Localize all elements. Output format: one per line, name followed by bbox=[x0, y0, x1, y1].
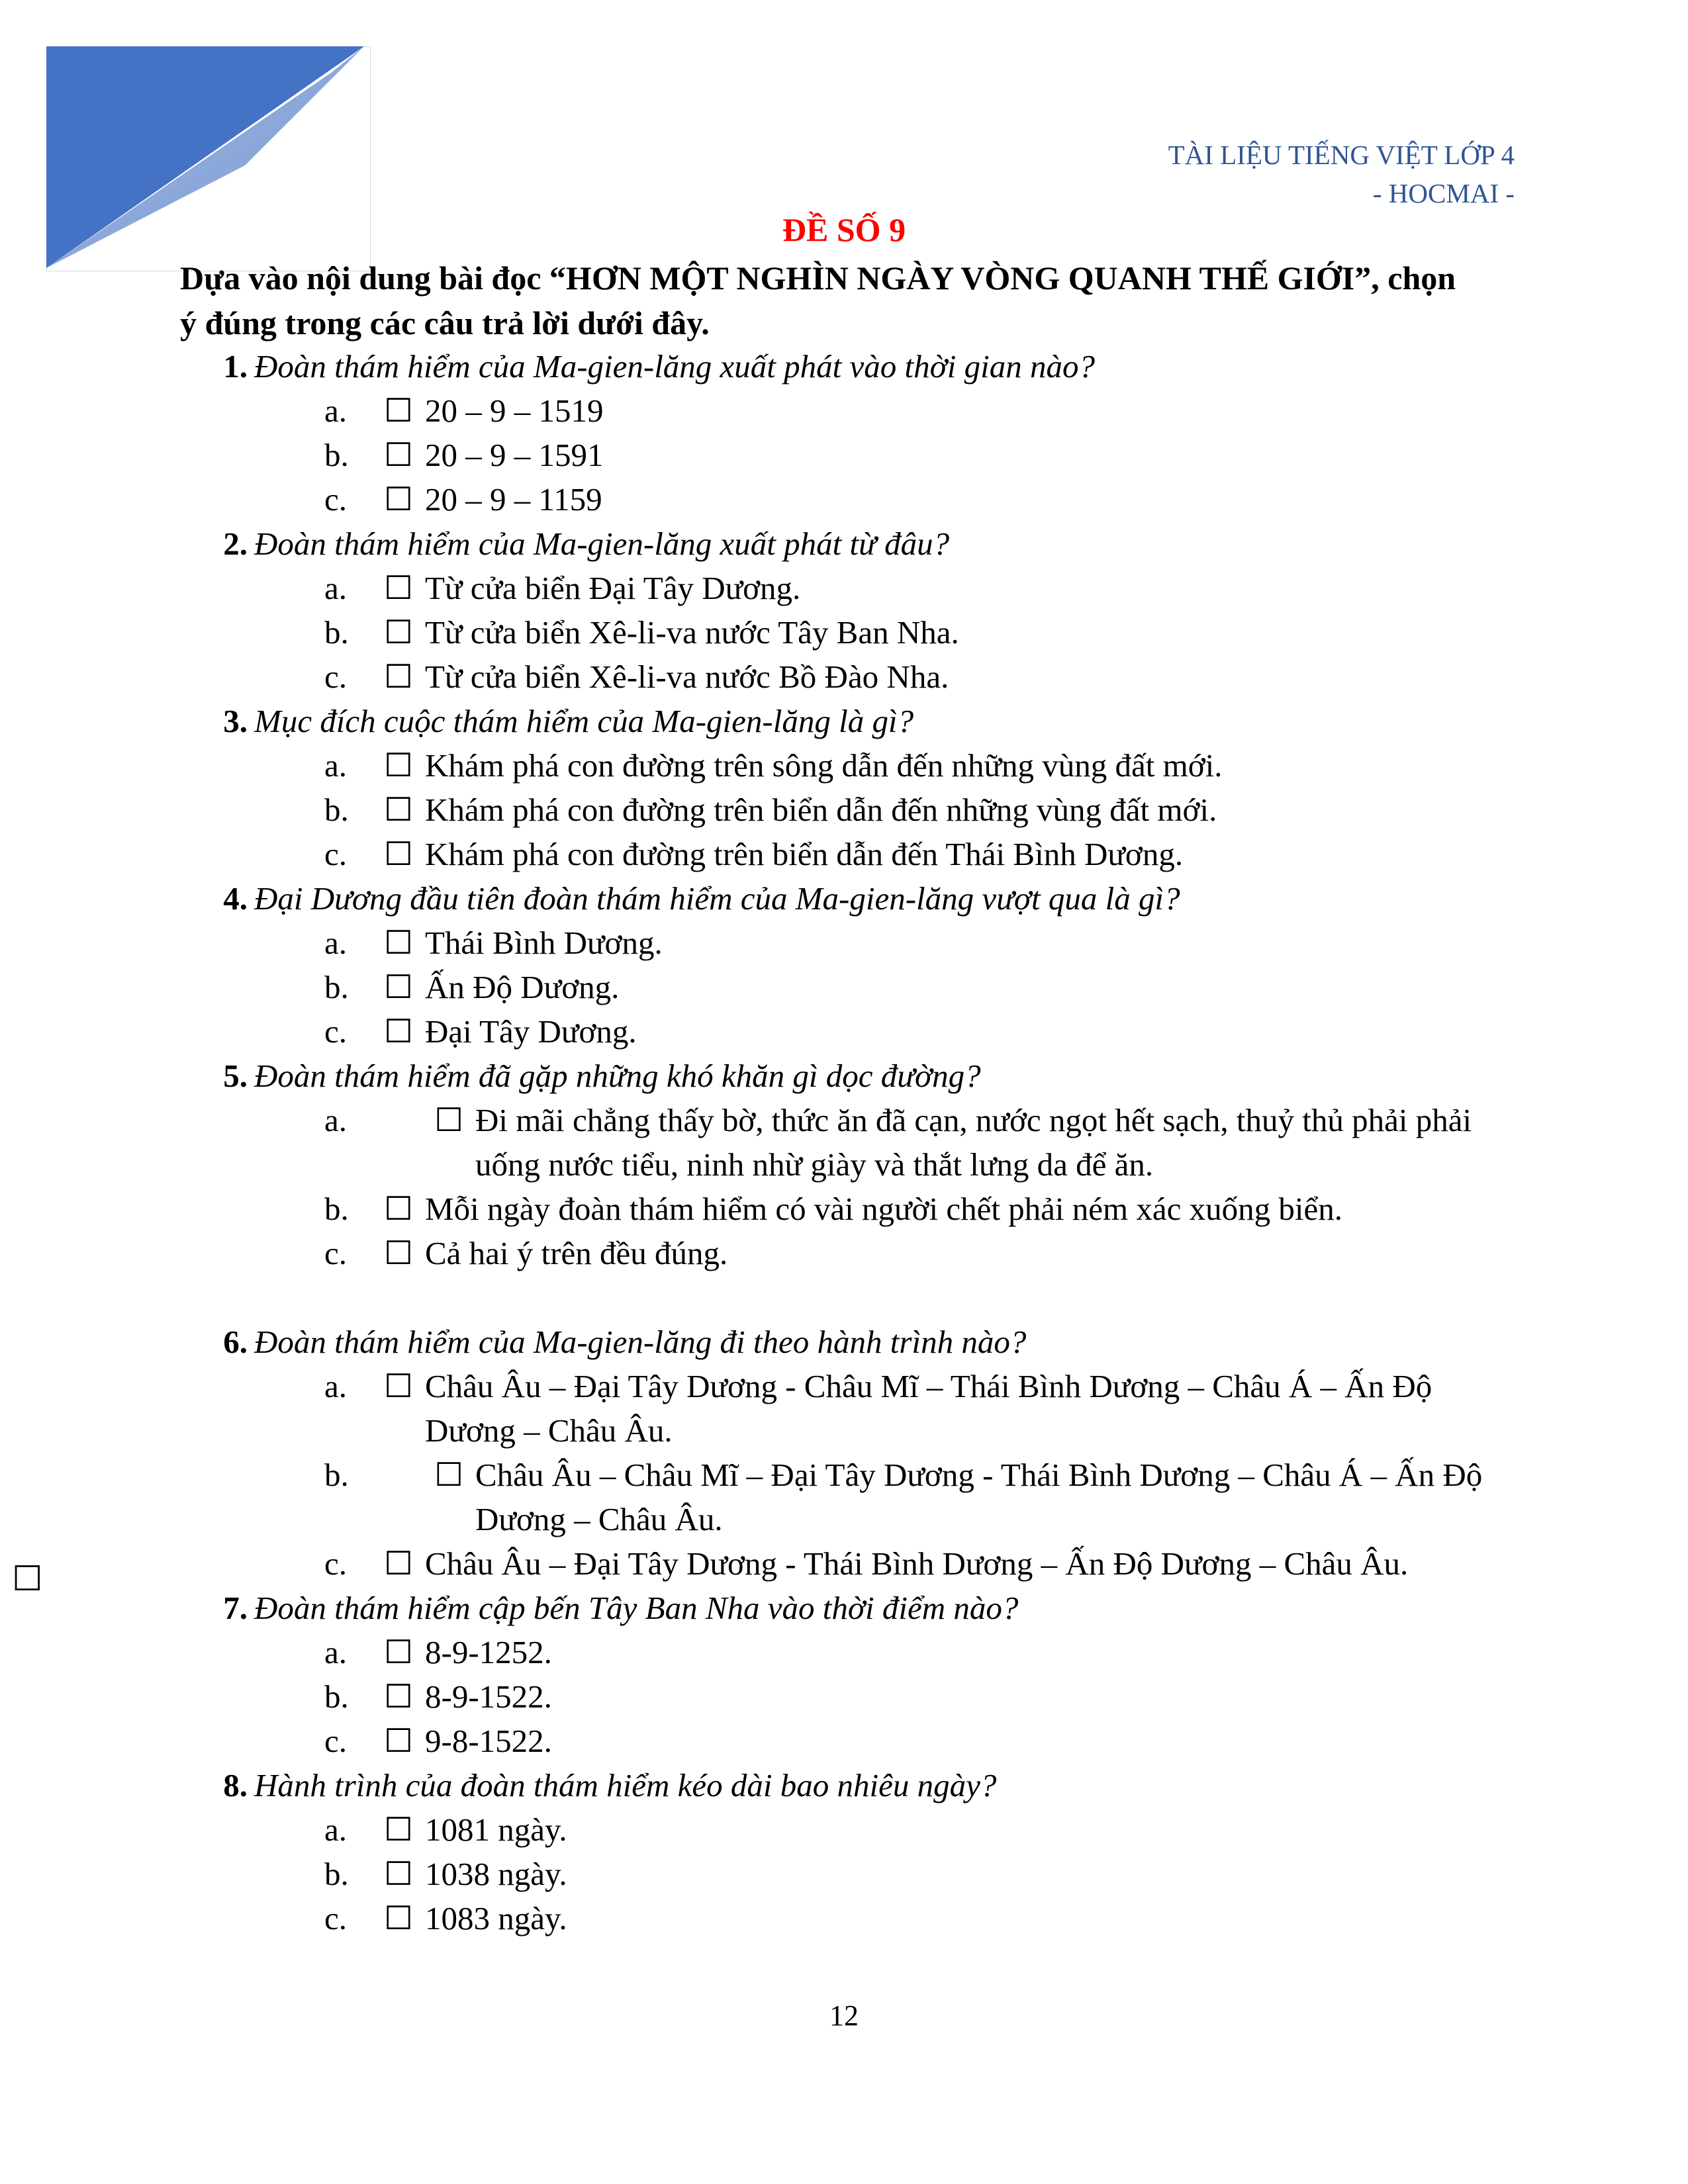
answer-option[interactable] bbox=[180, 655, 1537, 699]
checkbox[interactable]: ☐ bbox=[384, 570, 413, 606]
question-number: 8. bbox=[223, 1767, 248, 1803]
answer-option[interactable] bbox=[180, 1231, 1537, 1275]
checkbox[interactable]: ☐ bbox=[384, 1900, 413, 1936]
option-letter: b. bbox=[324, 1191, 349, 1227]
checkbox[interactable]: ☐ bbox=[384, 925, 413, 961]
checkbox[interactable]: ☐ bbox=[384, 1811, 413, 1848]
option-text: Đi mãi chẳng thấy bờ, thức ăn đã cạn, nước ngọt hết sạch, thuỷ thủ phải phải uống nước tiểu, ninh nhừ giày và thắt lưng da để ăn. bbox=[475, 1102, 1472, 1183]
question-text: Mục đích cuộc thám hiểm của Ma-gien-lăng là gì? bbox=[254, 703, 914, 739]
question-text: Đoàn thám hiểm đã gặp những khó khăn gì dọc đường? bbox=[254, 1058, 981, 1094]
option-letter: b. bbox=[324, 792, 349, 828]
answer-option[interactable] bbox=[180, 1009, 1537, 1054]
question-list bbox=[180, 344, 1537, 1940]
question bbox=[180, 876, 1537, 1054]
option-letter: c. bbox=[324, 1545, 347, 1582]
option-text: Mỗi ngày đoàn thám hiểm có vài người chết phải ném xác xuống biển. bbox=[425, 1191, 1343, 1227]
option-text: Đại Tây Dương. bbox=[425, 1013, 637, 1050]
option-text: 1083 ngày. bbox=[425, 1900, 567, 1936]
checkbox[interactable]: ☐ bbox=[384, 481, 413, 518]
question bbox=[180, 1320, 1537, 1586]
question-text: Đoàn thám hiểm của Ma-gien-lăng xuất phát từ đâu? bbox=[254, 525, 950, 562]
option-text: 8-9-1252. bbox=[425, 1634, 552, 1670]
option-letter: a. bbox=[324, 1368, 347, 1404]
checkbox[interactable]: ☐ bbox=[434, 1102, 463, 1138]
option-text: Châu Âu – Đại Tây Dương - Châu Mĩ – Thái Bình Dương – Châu Á – Ấn Độ Dương – Châu Âu. bbox=[425, 1368, 1432, 1449]
option-text: Khám phá con đường trên biển dẫn đến Thái Bình Dương. bbox=[425, 836, 1184, 872]
question-text: Đại Dương đầu tiên đoàn thám hiểm của Ma-gien-lăng vượt qua là gì? bbox=[254, 880, 1180, 917]
page-title: ĐỀ SỐ 9 bbox=[782, 211, 906, 248]
question-text: Đoàn thám hiểm của Ma-gien-lăng đi theo hành trình nào? bbox=[254, 1324, 1027, 1360]
checkbox[interactable]: ☐ bbox=[384, 659, 413, 695]
answer-option[interactable] bbox=[180, 743, 1537, 788]
answer-option[interactable] bbox=[180, 1187, 1537, 1231]
option-text: Từ cửa biển Xê-li-va nước Tây Ban Nha. bbox=[425, 614, 959, 651]
question bbox=[180, 344, 1537, 522]
answer-option[interactable] bbox=[180, 1541, 1537, 1586]
header-subject: TÀI LIỆU TIẾNG VIỆT LỚP 4 bbox=[1168, 140, 1515, 170]
page-number: 12 bbox=[829, 1999, 859, 2032]
answer-option[interactable] bbox=[180, 1719, 1537, 1763]
question-heading bbox=[180, 344, 1537, 388]
checkbox[interactable]: ☐ bbox=[384, 969, 413, 1005]
question bbox=[180, 699, 1537, 876]
question-number: 3. bbox=[223, 703, 248, 739]
option-text: 20 – 9 – 1519 bbox=[425, 392, 604, 429]
option-text: 20 – 9 – 1159 bbox=[425, 481, 602, 518]
option-text: 8-9-1522. bbox=[425, 1678, 552, 1715]
answer-option[interactable] bbox=[180, 388, 1537, 433]
checkbox[interactable]: ☐ bbox=[384, 1013, 413, 1050]
option-letter: a. bbox=[324, 747, 347, 784]
question-heading bbox=[180, 1320, 1537, 1364]
option-letter: a. bbox=[324, 392, 347, 429]
checkbox[interactable]: ☐ bbox=[434, 1457, 463, 1493]
question-number: 4. bbox=[223, 880, 248, 917]
instructions: Dựa vào nội dung bài đọc “HƠN MỘT NGHÌN NGÀY VÒNG QUANH THẾ GIỚI”, chọn ý đúng trong các câu trả lời dưới đây. bbox=[180, 259, 1456, 341]
answer-option[interactable] bbox=[180, 832, 1537, 876]
checkbox[interactable]: ☐ bbox=[384, 614, 413, 651]
checkbox[interactable]: ☐ bbox=[384, 747, 413, 784]
question-heading bbox=[180, 1586, 1537, 1630]
question-number: 5. bbox=[223, 1058, 248, 1094]
option-letter: a. bbox=[324, 925, 347, 961]
answer-option[interactable] bbox=[180, 433, 1537, 477]
answer-option[interactable] bbox=[180, 1852, 1537, 1896]
question-number: 7. bbox=[223, 1590, 248, 1626]
answer-option[interactable] bbox=[180, 1453, 1537, 1541]
option-text: Châu Âu – Châu Mĩ – Đại Tây Dương - Thái Bình Dương – Châu Á – Ấn Độ Dương – Châu Âu. bbox=[475, 1457, 1483, 1537]
question-text: Đoàn thám hiểm của Ma-gien-lăng xuất phát vào thời gian nào? bbox=[254, 348, 1096, 385]
answer-option[interactable] bbox=[180, 477, 1537, 522]
answer-option[interactable] bbox=[180, 1807, 1537, 1852]
checkbox[interactable]: ☐ bbox=[384, 1723, 413, 1759]
option-letter: c. bbox=[324, 1723, 347, 1759]
option-text: 20 – 9 – 1591 bbox=[425, 437, 604, 473]
checkbox[interactable]: ☐ bbox=[384, 1235, 413, 1271]
option-letter: b. bbox=[324, 1678, 349, 1715]
option-text: Cả hai ý trên đều đúng. bbox=[425, 1235, 728, 1271]
question-text: Đoàn thám hiểm cập bến Tây Ban Nha vào thời điểm nào? bbox=[254, 1590, 1019, 1626]
option-text: 1081 ngày. bbox=[425, 1811, 567, 1848]
checkbox[interactable]: ☐ bbox=[384, 836, 413, 872]
stray-checkbox[interactable]: ☐ bbox=[12, 1561, 43, 1598]
option-letter: c. bbox=[324, 1013, 347, 1050]
question-number: 2. bbox=[223, 525, 248, 562]
option-letter: b. bbox=[324, 437, 349, 473]
question-heading bbox=[180, 522, 1537, 566]
option-text: 9-8-1522. bbox=[425, 1723, 552, 1759]
checkbox[interactable]: ☐ bbox=[384, 1191, 413, 1227]
checkbox[interactable]: ☐ bbox=[384, 1678, 413, 1715]
answer-option[interactable] bbox=[180, 1896, 1537, 1940]
option-text: Thái Bình Dương. bbox=[425, 925, 663, 961]
answer-option[interactable] bbox=[180, 921, 1537, 965]
answer-option[interactable] bbox=[180, 1630, 1537, 1674]
checkbox[interactable]: ☐ bbox=[384, 437, 413, 473]
option-letter: c. bbox=[324, 659, 347, 695]
question bbox=[180, 1763, 1537, 1940]
option-letter: c. bbox=[324, 836, 347, 872]
question-heading bbox=[180, 1054, 1537, 1098]
question-heading bbox=[180, 699, 1537, 743]
answer-option[interactable] bbox=[180, 610, 1537, 655]
option-text: Khám phá con đường trên biển dẫn đến những vùng đất mới. bbox=[425, 792, 1217, 828]
checkbox[interactable]: ☐ bbox=[384, 1856, 413, 1892]
question-heading bbox=[180, 876, 1537, 921]
option-text: Châu Âu – Đại Tây Dương - Thái Bình Dương – Ấn Độ Dương – Châu Âu. bbox=[425, 1545, 1409, 1582]
option-text: 1038 ngày. bbox=[425, 1856, 567, 1892]
checkbox[interactable]: ☐ bbox=[384, 1545, 413, 1582]
option-letter: b. bbox=[324, 969, 349, 1005]
question-number: 6. bbox=[223, 1324, 248, 1360]
document-header bbox=[1168, 136, 1515, 212]
question bbox=[180, 1586, 1537, 1763]
answer-option[interactable] bbox=[180, 1674, 1537, 1719]
question bbox=[180, 522, 1537, 699]
question-number: 1. bbox=[223, 348, 248, 385]
option-letter: a. bbox=[324, 1102, 347, 1138]
option-text: Ấn Độ Dương. bbox=[425, 969, 620, 1005]
option-letter: a. bbox=[324, 1634, 347, 1670]
checkbox[interactable]: ☐ bbox=[384, 792, 413, 828]
checkbox[interactable]: ☐ bbox=[384, 392, 413, 429]
option-letter: b. bbox=[324, 1457, 349, 1493]
option-letter: b. bbox=[324, 1856, 349, 1892]
answer-option[interactable] bbox=[180, 965, 1537, 1009]
option-letter: c. bbox=[324, 1235, 347, 1271]
option-text: Từ cửa biển Xê-li-va nước Bồ Đào Nha. bbox=[425, 659, 949, 695]
option-letter: c. bbox=[324, 1900, 347, 1936]
question bbox=[180, 1054, 1537, 1275]
header-brand: - HOCMAI - bbox=[1372, 178, 1515, 208]
option-text: Khám phá con đường trên sông dẫn đến những vùng đất mới. bbox=[425, 747, 1223, 784]
question-text: Hành trình của đoàn thám hiểm kéo dài bao nhiêu ngày? bbox=[254, 1767, 997, 1803]
option-letter: a. bbox=[324, 1811, 347, 1848]
option-text: Từ cửa biển Đại Tây Dương. bbox=[425, 570, 801, 606]
checkbox[interactable]: ☐ bbox=[384, 1368, 413, 1404]
answer-option[interactable] bbox=[180, 566, 1537, 610]
checkbox[interactable]: ☐ bbox=[384, 1634, 413, 1670]
blank-line bbox=[180, 1275, 1537, 1320]
question-heading bbox=[180, 1763, 1537, 1807]
option-letter: b. bbox=[324, 614, 349, 651]
option-letter: c. bbox=[324, 481, 347, 518]
answer-option[interactable] bbox=[180, 1098, 1537, 1187]
option-letter: a. bbox=[324, 570, 347, 606]
answer-option[interactable] bbox=[180, 788, 1537, 832]
answer-option[interactable] bbox=[180, 1364, 1537, 1453]
